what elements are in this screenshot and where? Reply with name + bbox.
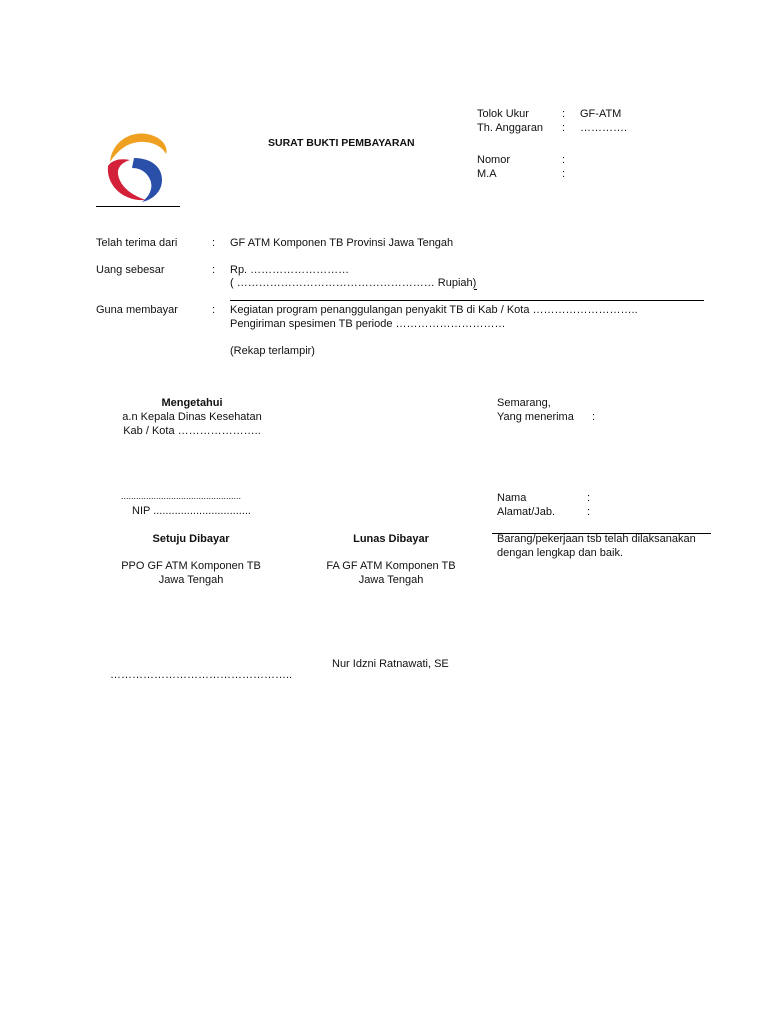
th-anggaran-label: Th. Anggaran: [477, 122, 544, 134]
uang-sebesar-label: Uang sebesar: [96, 264, 165, 276]
lunas-signatory-name: Nur Idzni Ratnawati, SE: [332, 658, 449, 670]
mengetahui-signature-dots: ................................................: [121, 491, 242, 501]
lunas-dibayar-heading: Lunas Dibayar: [353, 533, 429, 545]
rekap-terlampir: (Rekap terlampir): [230, 345, 315, 357]
setuju-line1: PPO GF ATM Komponen TB: [121, 560, 261, 572]
logo-underline: [96, 206, 180, 207]
ma-colon: :: [562, 168, 566, 180]
mengetahui-heading: Mengetahui: [161, 397, 223, 409]
th-anggaran-colon: :: [562, 122, 566, 134]
setuju-line2: Jawa Tengah: [158, 574, 224, 586]
setuju-dibayar-heading: Setuju Dibayar: [152, 533, 230, 545]
telah-terima-value: GF ATM Komponen TB Provinsi Jawa Tengah: [230, 237, 454, 249]
ma-label: M.A: [477, 168, 497, 180]
uang-rupiah-value: ( ……………………………………………… Rupiah): [230, 277, 477, 289]
nomor-colon: :: [562, 154, 566, 166]
mengetahui-line2: Kab / Kota …………………..: [123, 425, 261, 437]
th-anggaran-value: ………….: [580, 122, 628, 134]
setuju-signature-dots: …………………………………………..: [110, 669, 293, 681]
guna-membayar-label: Guna membayar: [96, 304, 178, 316]
uang-sebesar-colon: :: [212, 264, 216, 276]
yang-menerima-label: Yang menerima: [497, 411, 574, 423]
organization-logo-icon: [96, 122, 180, 206]
logo-blue-arc: [132, 158, 162, 202]
lunas-line1: FA GF ATM Komponen TB: [326, 560, 456, 572]
telah-terima-colon: :: [212, 237, 216, 249]
nama-label: Nama: [497, 492, 527, 504]
rupiah-underscore: [474, 289, 477, 290]
guna-membayar-colon: :: [212, 304, 216, 316]
guna-membayar-line1: Kegiatan program penanggulangan penyakit TB di Kab / Kota ………………………..: [230, 304, 638, 316]
guna-membayar-line2: Pengiriman spesimen TB periode …………………………: [230, 318, 506, 330]
penerima-note-line1: Barang/pekerjaan tsb telah dilaksanakan: [497, 533, 696, 545]
tolok-ukur-colon: :: [562, 108, 566, 120]
mengetahui-nip: NIP ................................: [132, 505, 251, 517]
uang-rp-value: Rp. ………………………: [230, 264, 350, 276]
tolok-ukur-value: GF-ATM: [580, 108, 622, 120]
mengetahui-line1: a.n Kepala Dinas Kesehatan: [122, 411, 262, 423]
yang-menerima-colon: :: [592, 411, 596, 423]
lunas-line2: Jawa Tengah: [358, 574, 424, 586]
logo-orange-arc: [110, 134, 167, 162]
alamat-label: Alamat/Jab.: [497, 506, 556, 518]
guna-membayar-rule: [230, 300, 704, 301]
document-title: SURAT BUKTI PEMBAYARAN: [268, 137, 415, 149]
alamat-colon: :: [587, 506, 591, 518]
telah-terima-label: Telah terima dari: [96, 237, 178, 249]
penerima-note-line2: dengan lengkap dan baik.: [497, 547, 623, 559]
nomor-label: Nomor: [477, 154, 511, 166]
nama-colon: :: [587, 492, 591, 504]
kota-tanggal: Semarang,: [497, 397, 551, 409]
tolok-ukur-label: Tolok Ukur: [477, 108, 529, 120]
